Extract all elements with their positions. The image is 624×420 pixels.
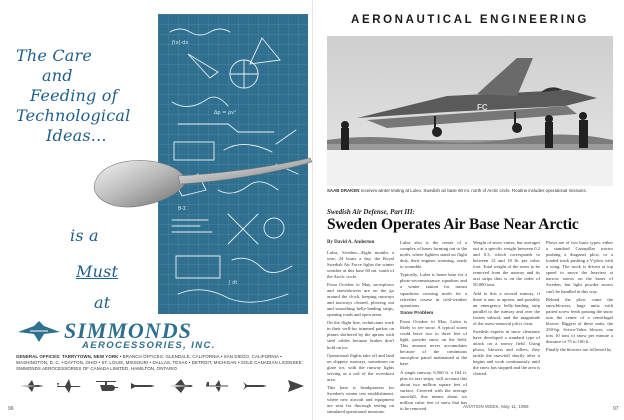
helicopter-icon [92,378,120,394]
office-locations [16,354,306,372]
company-logo [16,318,306,352]
ad-headline-line: Ideas... [46,126,107,145]
logo-wings-icon [16,320,62,344]
transport-plane-icon [55,378,83,394]
bomber-icon [167,378,195,394]
ad-headline-line: The Care [16,46,93,65]
ad-phrase-must: Must [76,262,119,281]
article-column-2 [400,240,467,411]
paragraph: Typically, Lulea is home base for a photo-reconnaissance squadron and a winter station for transit squadrons crossing north for a refresher course in cold-weather operations. [400,272,467,308]
paragraph: On the flight line, technicians work in their well-fur trimmed parkas on planes sheltered by the aprons with steel cables because brakes don't hold on ice. [327,320,394,350]
article-subhead: Snow Problem [400,310,434,316]
article-column-1 [327,240,394,415]
ad-headline-line: Technological [16,106,131,125]
missile-icon [129,378,157,394]
paragraph: Finally the blowers are followed by [546,347,612,353]
logo-name: SIMMONDS [64,318,192,343]
caption-lead: SAAB DRAKEN [327,188,360,193]
page-number-right: 97 [613,406,619,412]
paragraph: Operational flights take off and land on slippery runways, sometimes on glare ice, with the runway lights serving as a rod of the overshoot area. [327,352,394,382]
article-column-4 [546,240,613,400]
branch-offices-text: • BRANCH OFFICES: GLENDALE, CALIFORNIA • SAN DIEGO, CALIFORNIA • WASHINGTON, D. C. • DAYTON, OHIO • ST. LOUIS, MISSOURI • DALLAS, TEXAS • DETROIT, MICHIGAN • SOLE CANADIAN LICENSEE: SIMMONDS AEROCESSORIES OF CANADA LIMITED, HAMILTON, ONTARIO [16,354,303,372]
sketch-note: θ-Σ [178,206,187,212]
aircraft-icon-row [18,372,306,400]
paragraph: A single runway, 6,560 ft. x 164 ft. plus its taxi strips, will account this about two million square feet of surface. Covered with the average snowfall, this means about six million cubic feet of snow that has to be removed. [400,369,467,411]
paragraph: From October to May, Lulea is likely to see snow. A typical storm could leave two to three feet of light, powder snow on the field. This amount never accumulates because of the continuous snowplow patrol maintained at the base. [400,319,467,367]
paragraph: Lulea, Sweden—Eight months a year, 24 hours a day, the Royal Swedish Air Force fights the winter weather at this base 60 mi. south of the Arctic circle. [327,249,394,279]
article-byline: By David A. Anderton [327,240,375,245]
article-headline: Sweden Operates Air Base Near Arctic [327,216,579,233]
rocket-icon [241,378,269,394]
paragraph: From October to May, snowplows and snowblowers are on the go around the clock, keeping runways and taxiways cleared, plowing out and smoothing belly-landing strips, opening roads and open areas. [327,281,394,318]
logo-subtitle: AEROCESSORIES, INC. [82,340,216,351]
sketch-note: Δp = ρv² [214,110,237,116]
paragraph: Lulea also is the center of a complex of bases forming out to the north, where fighters stand on flight duty, their engines warming, ready to scramble. [400,240,467,270]
paragraph: Weight of snow varies, but averages out at a specific weight between 0.2 and 0.3, which corresponds to between 12 and 18 lb. per cubic foot. Total weight of the snow to be removed from the runway and its taxi strips thus is on the order of 50,000 tons. [473,240,540,288]
jet-fighter-icon [18,378,46,394]
page-number-left: 96 [8,406,14,412]
paragraph: Swedish experts in snow clearance have developed a standard type of attack on a snowy field. Using plows, blowers and rollers, they tackle the snowfall shortly after it begins and work continuously until the snow has stopped and the area is cleared. [473,328,540,377]
spoon-illustration [86,150,316,220]
aircraft-photo [327,36,613,186]
paragraph: Plows are of two basic types: either a standard Caterpillar tractor pushing a diagonal plow, or a loaded truck pushing a V-plow with a wing. The truck is driven at top speed to move the heaviest at narrow snows on the bases of Sweden, but light powder snows can't be handled in this way. [546,240,613,294]
ad-phrase-at: at [94,293,111,312]
paragraph: This base is headquarters for Sweden's winter test establishment, where new aircraft and equipment are sent for thorough testing on simulated operational missions. [327,384,394,415]
svg-text:FC: FC [477,103,488,112]
ad-phrase-is-a: is a [70,226,99,245]
article-column-3 [473,240,540,400]
section-header: AERONAUTICAL ENGINEERING [351,14,589,26]
photo-caption [327,188,613,194]
paragraph: Add to this a second runway, if there is one, or aprons, and possibly an emergency belly-landing strip parallel to the runway and over the frozen subsoil, and the magnitude of the snow-removal job is clear. [473,290,540,326]
caption-text: receives winter testing at Luleo. Swedish air base 60 mi. north of Arctic circle. Routine includes operational missions. [360,188,587,193]
article-kicker: Swedish Air Defense, Part III: [327,208,415,216]
ad-headline [16,46,156,146]
general-offices-label: GENERAL OFFICES: TARRYTOWN, NEW YORK [16,354,119,359]
delta-wing-icon [278,378,306,394]
article-page [312,0,624,420]
sketch-note: ƒ(x)·dx [172,40,189,46]
paragraph: Behind the plow come the snowblowers, huge units with paired screw feeds passing the snow into the center of a centrifugal blower. Biggest of these units, the 250-hp. Sciwa-Vabis blower, can toss 10 tons of snow per minute a distance of 75 to 100 ft. [546,296,613,344]
ad-headline-line: and [42,66,73,85]
publication-footline: AVIATION WEEK, May 11, 1959 [463,404,529,409]
sketch-note: ∫ dt [228,280,238,286]
airliner-icon [204,378,232,394]
ad-headline-line: Feeding of [30,86,118,105]
